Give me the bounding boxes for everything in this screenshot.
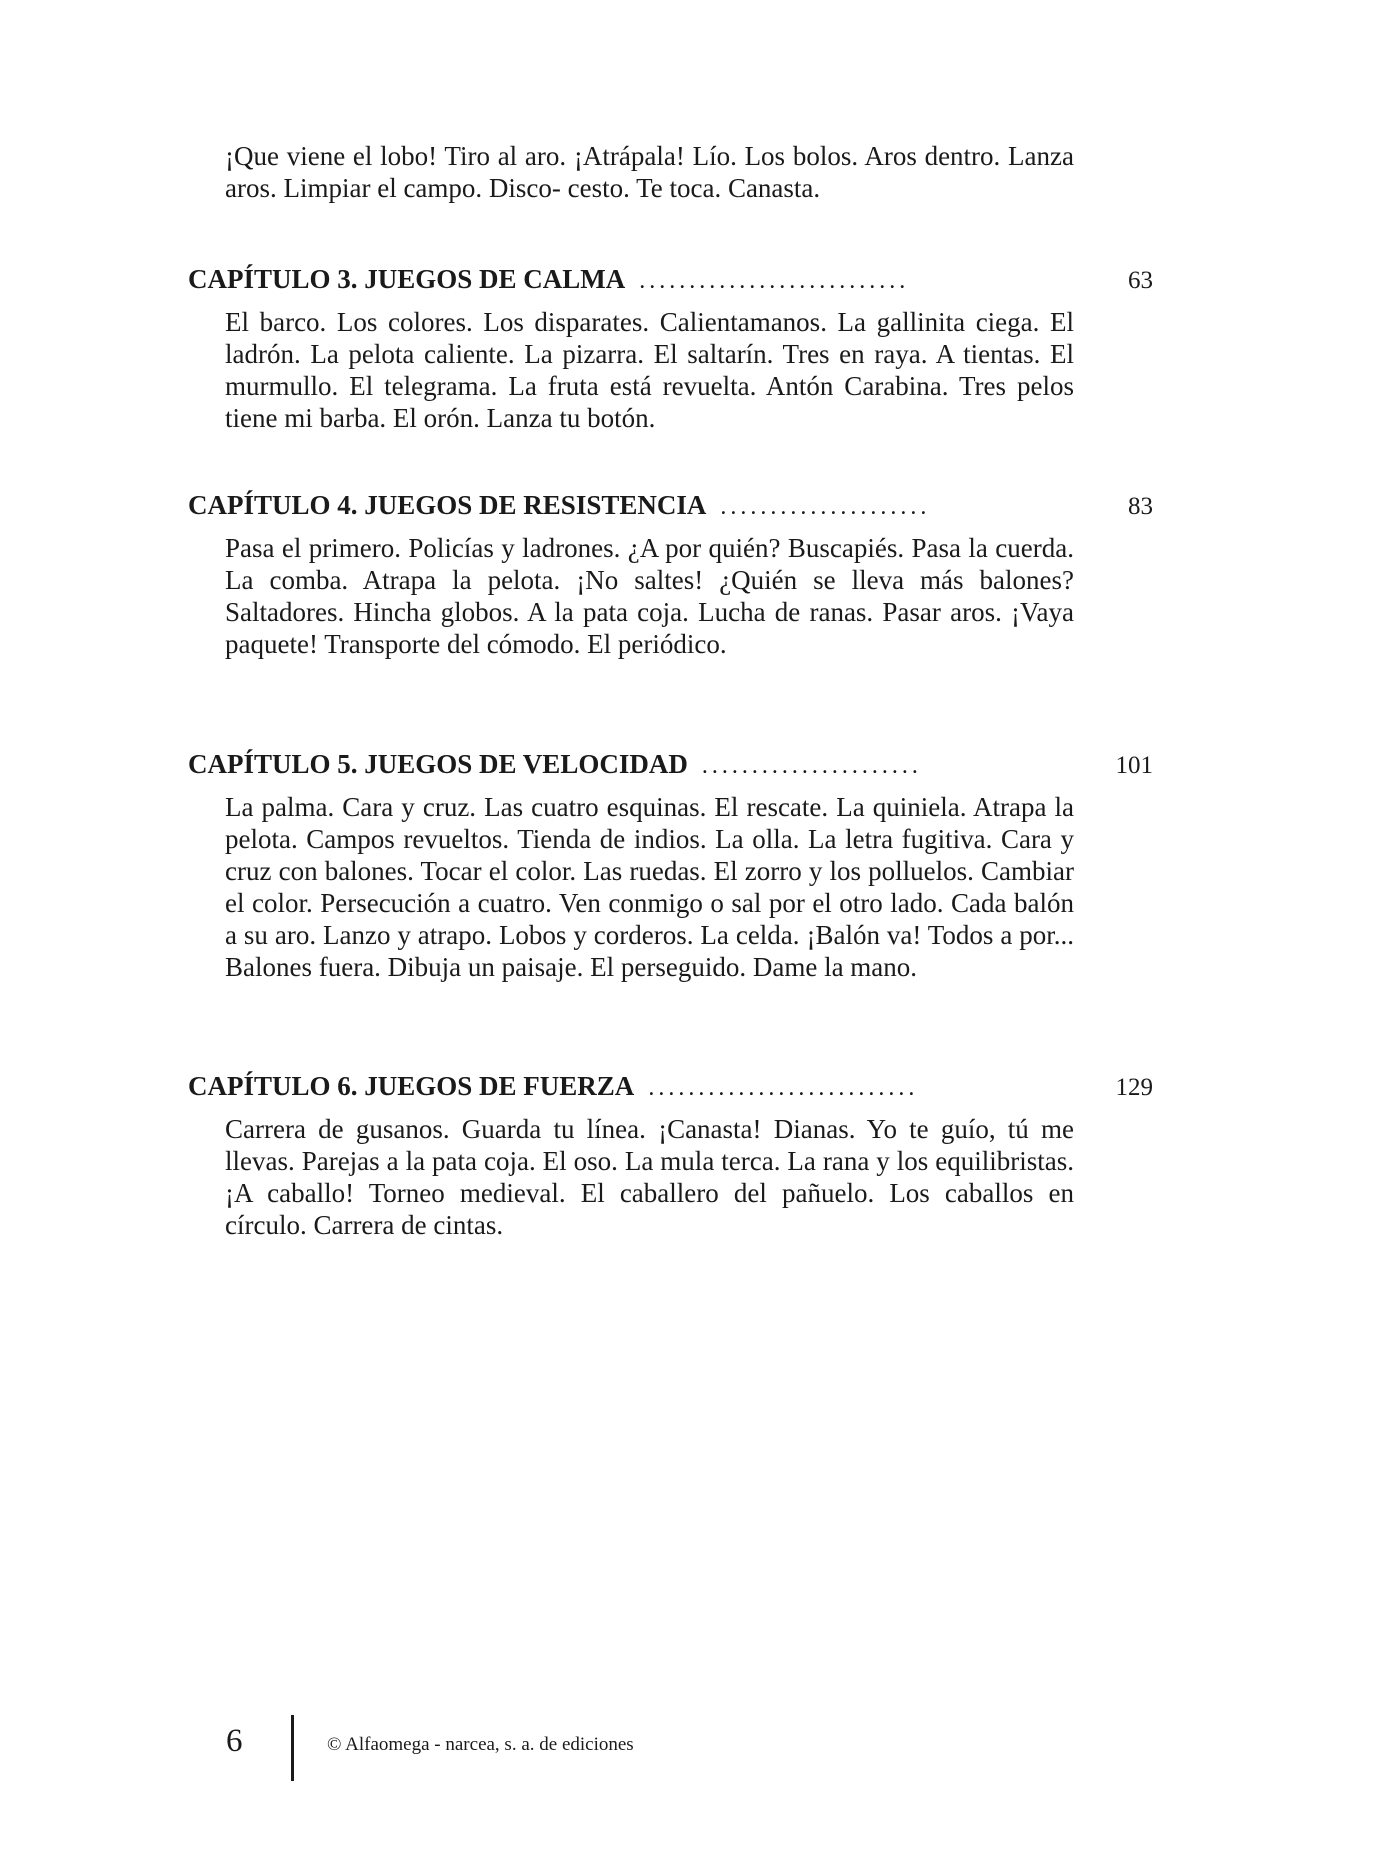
chapter-title[interactable]: CAPÍTULO 5. JUEGOS DE VELOCIDAD — [188, 749, 688, 779]
dot-leader: ...................... — [701, 753, 922, 779]
page-footer — [0, 1715, 1382, 1785]
chapter-page-number[interactable]: 63 — [1128, 267, 1153, 294]
toc-entry-heading — [188, 749, 1153, 785]
chapter-2-continuation-text: ¡Que viene el lobo! Tiro al aro. ¡Atrápala! Lío. Los bolos. Aros dentro. Lanza aros. Limpiar el campo. Disco- cesto. Te toca. Canasta. — [225, 141, 1074, 203]
chapter-title[interactable]: CAPÍTULO 3. JUEGOS DE CALMA — [188, 264, 626, 294]
chapter-title[interactable]: CAPÍTULO 4. JUEGOS DE RESISTENCIA — [188, 490, 707, 520]
chapter-page-number[interactable]: 83 — [1128, 493, 1153, 520]
chapter-contents-list: Carrera de gusanos. Guarda tu línea. ¡Canasta! Dianas. Yo te guío, tú me llevas. Parejas a la pata coja. El oso. La mula terca. La rana y los equilibristas. ¡A caballo! Torneo medieval. El caballero del pañuelo. Los caballos en círculo. Carrera de cintas. — [225, 1114, 1074, 1240]
chapter-title[interactable]: CAPÍTULO 6. JUEGOS DE FUERZA — [188, 1071, 635, 1101]
chapter-contents-list: La palma. Cara y cruz. Las cuatro esquinas. El rescate. La quiniela. Atrapa la pelota. Campos revueltos. Tienda de indios. La olla. La letra fugitiva. Cara y cruz con balones. Tocar el color. Las ruedas. El zorro y los polluelos. Cambiar el color. Persecución a cuatro. Ven conmigo o sal por el otro lado. Cada balón a su aro. Lanzo y atrapo. Lobos y corderos. La celda. ¡Balón va! Todos a por... Balones fuera. Dibuja un paisaje. El perseguido. Dame la mano. — [225, 792, 1074, 982]
toc-entry-chapter-5 — [188, 749, 1153, 1010]
toc-entry-chapter-3 — [188, 264, 1153, 461]
toc-entry-heading — [188, 490, 1153, 526]
dot-leader: ..................... — [720, 494, 931, 520]
dot-leader: ........................... — [639, 268, 910, 294]
page-number: 6 — [226, 1723, 243, 1759]
toc-entry-chapter-6 — [188, 1071, 1153, 1268]
chapter-contents-list: El barco. Los colores. Los disparates. Calientamanos. La gallinita ciega. El ladrón. La pelota caliente. La pizarra. El saltarín. Tres en raya. A tientas. El murmullo. El telegrama. La fruta está revuelta. Antón Carabina. Tres pelos tiene mi barba. El orón. Lanza tu botón. — [225, 307, 1074, 433]
publisher-credit: © Alfaomega - narcea, s. a. de ediciones — [327, 1734, 634, 1755]
chapter-contents-list: Pasa el primero. Policías y ladrones. ¿A por quién? Buscapiés. Pasa la cuerda. La comba. Atrapa la pelota. ¡No saltes! ¿Quién se lleva más balones? Saltadores. Hincha globos. A la pata coja. Lucha de ranas. Pasar aros. ¡Vaya paquete! Transporte del cómodo. El periódico. — [225, 533, 1074, 659]
toc-entry-chapter-4 — [188, 490, 1153, 687]
chapter-page-number[interactable]: 129 — [1115, 1074, 1153, 1101]
dot-leader: ........................... — [648, 1075, 919, 1101]
toc-entry-heading — [188, 264, 1153, 300]
footer-divider — [291, 1715, 294, 1781]
chapter-page-number[interactable]: 101 — [1115, 752, 1153, 779]
toc-entry-heading — [188, 1071, 1153, 1107]
